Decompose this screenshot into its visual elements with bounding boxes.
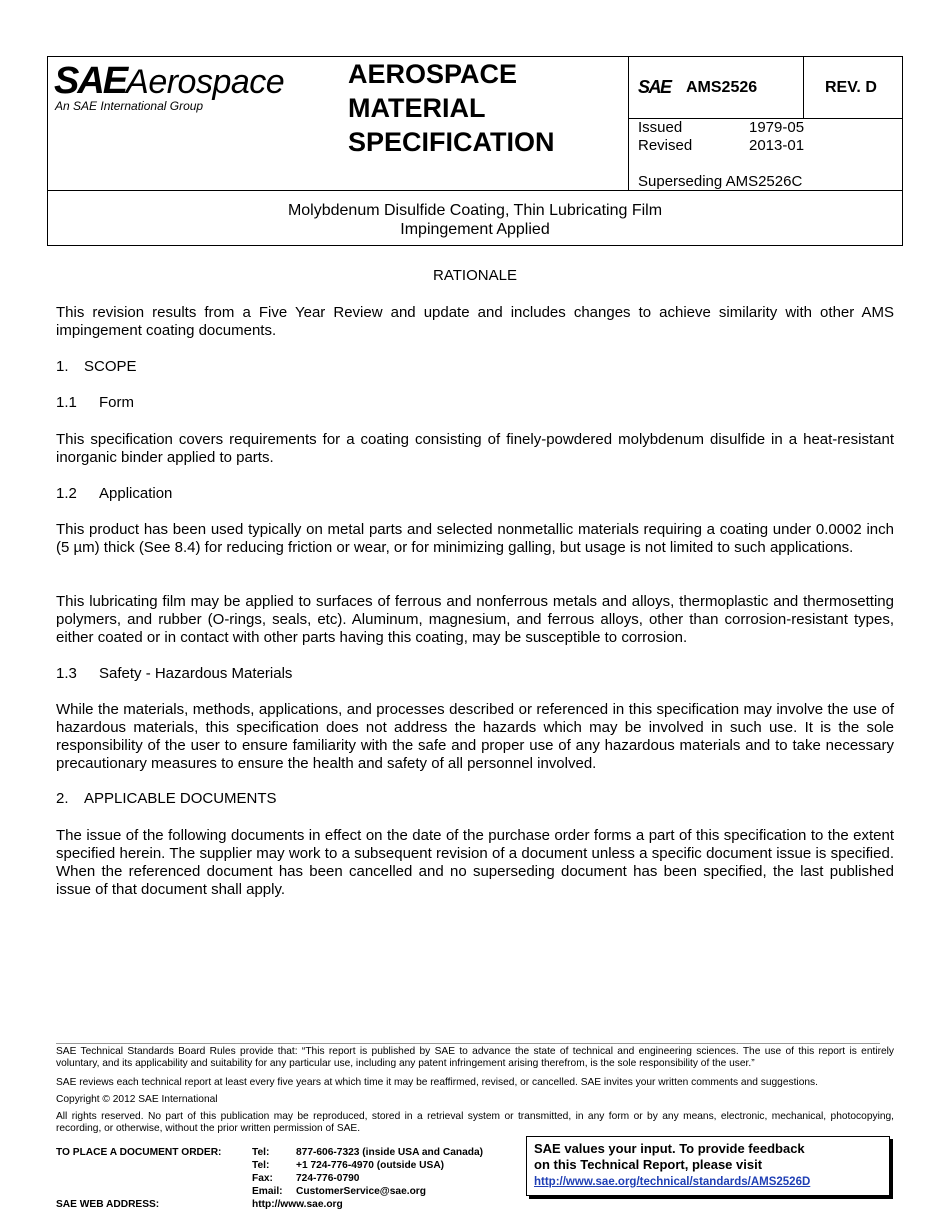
footer-copyright: Copyright © 2012 SAE International xyxy=(56,1094,218,1105)
issue-dates xyxy=(638,119,898,155)
spec-type-line: SPECIFICATION xyxy=(348,127,555,157)
section-title: SCOPE xyxy=(84,358,137,375)
sae-mark: SAE xyxy=(638,77,671,97)
form-paragraph: This specification covers requirements for a coating consisting of finely-powdered molybdenum disulfide in a heat-resistant inorganic binder applied to parts. xyxy=(56,431,894,466)
issued-label: Issued xyxy=(638,119,683,136)
footer-review: SAE reviews each technical report at least every five years at which time it may be reaffirmed, revised, or cancelled. SAE invites your written comments and suggestions. xyxy=(56,1077,818,1088)
subsection-heading-application xyxy=(56,485,894,503)
section-number: 1. xyxy=(56,358,69,375)
applicable-documents-paragraph: The issue of the following documents in effect on the date of the purchase order forms a part of this specification to the extent specified herein. The supplier may work to a subsequent revision of a document unless a specific document issue is specified. When the referenced document has been cancelled and no superseding document has been specified, the last published issue of that document shall apply. xyxy=(56,827,894,898)
section-title: APPLICABLE DOCUMENTS xyxy=(84,790,277,807)
spec-type-title xyxy=(348,57,555,159)
web-address: http://www.sae.org xyxy=(252,1199,343,1210)
subsection-heading-form xyxy=(56,394,894,412)
subsection-number: 1.2 xyxy=(56,485,77,502)
document-title-line: Molybdenum Disulfide Coating, Thin Lubricating Film xyxy=(287,202,663,219)
footer-rule xyxy=(56,1043,880,1044)
spec-type-line: AEROSPACE xyxy=(348,59,518,89)
sae-aerospace-logo xyxy=(54,61,304,121)
revised-label: Revised xyxy=(638,137,693,154)
safety-paragraph: While the materials, methods, applications, and processes described or referenced in this specification may involve the use of hazardous materials, this specification does not address the hazards which may be involved in such use. It is the sole responsibility of the user to ensure familiarity with the safe and proper use of any hazardous materials and to take necessary precautionary measures to ensure the health and safety of all personnel involved. xyxy=(56,701,894,772)
tel-label: Tel: xyxy=(252,1147,270,1158)
tel-inside-usa: 877-606-7323 (inside USA and Canada) xyxy=(296,1147,484,1158)
feedback-box xyxy=(526,1136,890,1196)
rationale-heading: RATIONALE xyxy=(433,267,517,284)
header-column-divider xyxy=(628,57,629,190)
subsection-title: Form xyxy=(99,394,134,411)
document-title-line: Impingement Applied xyxy=(400,221,550,238)
document-title xyxy=(48,201,902,239)
feedback-link[interactable]: http://www.sae.org/technical/standards/AMS2526D xyxy=(534,1176,811,1188)
logo-tagline: An SAE International Group xyxy=(55,99,204,113)
revised-date: 2013-01 xyxy=(749,137,805,154)
subsection-heading-safety xyxy=(56,665,894,683)
superseding-note: Superseding AMS2526C xyxy=(638,173,803,190)
spec-type-line: MATERIAL xyxy=(348,93,486,123)
spec-header xyxy=(47,56,903,246)
footer-rights: All rights reserved. No part of this publication may be reproduced, stored in a retrieval system or transmitted, in any form or by any means, electronic, mechanical, photocopying, recording, or otherwise, without the prior written permission of SAE. xyxy=(56,1111,894,1134)
revision-label: REV. D xyxy=(825,79,877,96)
feedback-text: on this Technical Report, please visit xyxy=(534,1157,763,1172)
footer-rules: SAE Technical Standards Board Rules provide that: “This report is published by SAE to advance the state of technical and engineering sciences. The use of this report is entirely voluntary, and its applicability and suitability for any particular use, including any patent infringement arising therefrom, is the sole responsibility of the user.” xyxy=(56,1046,894,1069)
email-address: CustomerService@sae.org xyxy=(296,1186,426,1197)
application-paragraph-2: This lubricating film may be applied to surfaces of ferrous and nonferrous metals and alloys, thermoplastic and thermosetting polymers, and rubber (O-rings, seals, etc). Aluminum, magnesium, and ferrous alloys, other than corrosion-resistant types, either coated or in contact with other parts having this coating, may be susceptible to corrosion. xyxy=(56,593,894,646)
order-label: TO PLACE A DOCUMENT ORDER: xyxy=(56,1147,222,1158)
subsection-title: Application xyxy=(99,485,173,502)
document-number: AMS2526 xyxy=(686,79,758,96)
section-heading-scope xyxy=(56,358,894,376)
section-heading-applicable-documents xyxy=(56,790,894,808)
header-divider xyxy=(48,190,902,191)
fax-number: 724-776-0790 xyxy=(296,1173,360,1184)
fax-label: Fax: xyxy=(252,1173,273,1184)
tel-label: Tel: xyxy=(252,1160,270,1171)
section-number: 2. xyxy=(56,790,69,807)
tel-outside-usa: +1 724-776-4970 (outside USA) xyxy=(296,1160,445,1171)
subsection-title: Safety - Hazardous Materials xyxy=(99,665,293,682)
issued-date: 1979-05 xyxy=(749,119,805,136)
feedback-text: SAE values your input. To provide feedback xyxy=(534,1141,805,1156)
email-label: Email: xyxy=(252,1186,283,1197)
logo-name: Aerospace xyxy=(126,63,285,101)
web-label: SAE WEB ADDRESS: xyxy=(56,1199,160,1210)
logo-brand: SAE xyxy=(54,60,127,102)
subsection-number: 1.1 xyxy=(56,394,77,411)
application-paragraph-1: This product has been used typically on metal parts and selected nonmetallic materials requiring a coating under 0.0002 inch (5 µm) thick (See 8.4) for reducing friction or wear, or for minimizing galling, but usage is not limited to such applications. xyxy=(56,521,894,556)
rationale-text: This revision results from a Five Year Review and update and includes changes to achieve similarity with other AMS impingement coating documents. xyxy=(56,304,894,339)
header-column-divider-rev xyxy=(803,57,804,118)
subsection-number: 1.3 xyxy=(56,665,77,682)
